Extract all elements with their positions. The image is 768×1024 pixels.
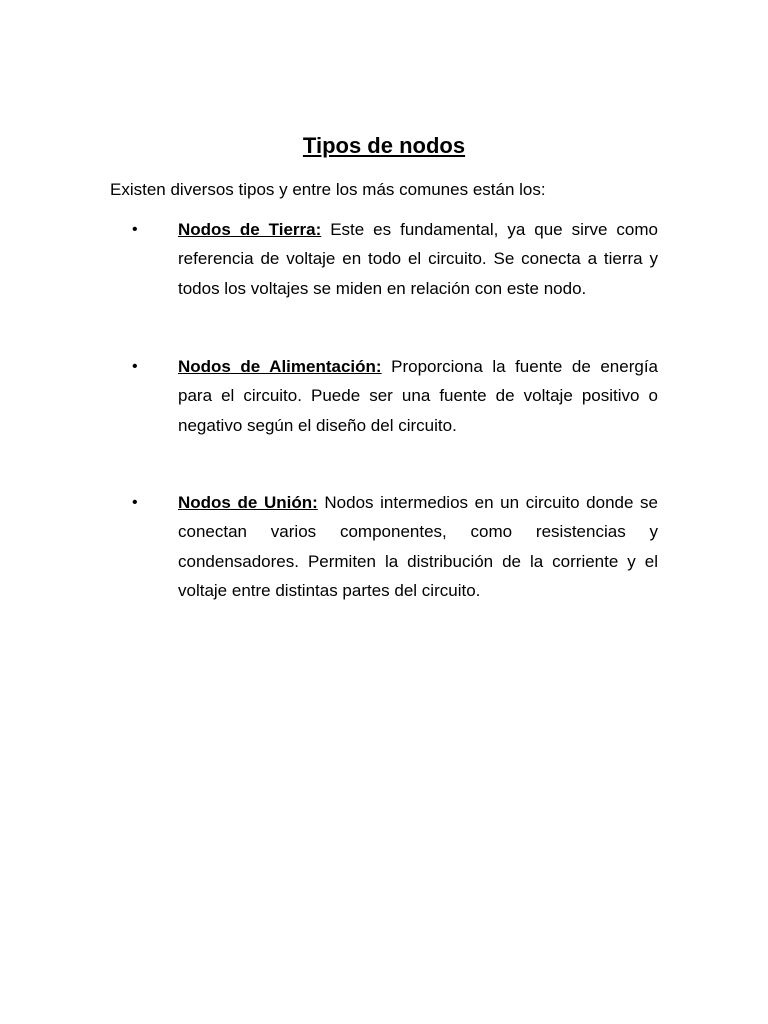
list-item-text — [178, 215, 658, 303]
term-description: Nodos intermedios en un circuito donde se conectan varios componentes, como resistencias y condensadores. Permiten la distribución de la corriente y el voltaje entre distintas partes del circuito. — [178, 493, 659, 601]
list-item-text — [178, 488, 658, 606]
bullet-icon: • — [132, 494, 138, 511]
term-description: Proporciona la fuente de energía para el circuito. Puede ser una fuente de voltaje positivo o negativo según el diseño del circuito. — [178, 357, 658, 435]
document-title: Tipos de nodos — [302, 133, 466, 158]
term-description: Este es fundamental, ya que sirve como referencia de voltaje en todo el circuito. Se conecta a tierra y todos los voltajes se miden en relación con este nodo. — [178, 220, 658, 298]
list-item-text — [178, 352, 658, 440]
list-item-union — [110, 488, 658, 606]
list-item-alimentacion — [110, 352, 658, 440]
bullet-icon: • — [132, 221, 138, 238]
term-label: Nodos de Tierra: — [178, 220, 322, 239]
intro-paragraph: Existen diversos tipos y entre los más comunes están los: — [110, 180, 546, 199]
bullet-icon: • — [132, 358, 138, 375]
term-label: Nodos de Alimentación: — [178, 357, 382, 376]
term-label: Nodos de Unión: — [178, 493, 318, 512]
list-item-tierra — [110, 215, 658, 303]
